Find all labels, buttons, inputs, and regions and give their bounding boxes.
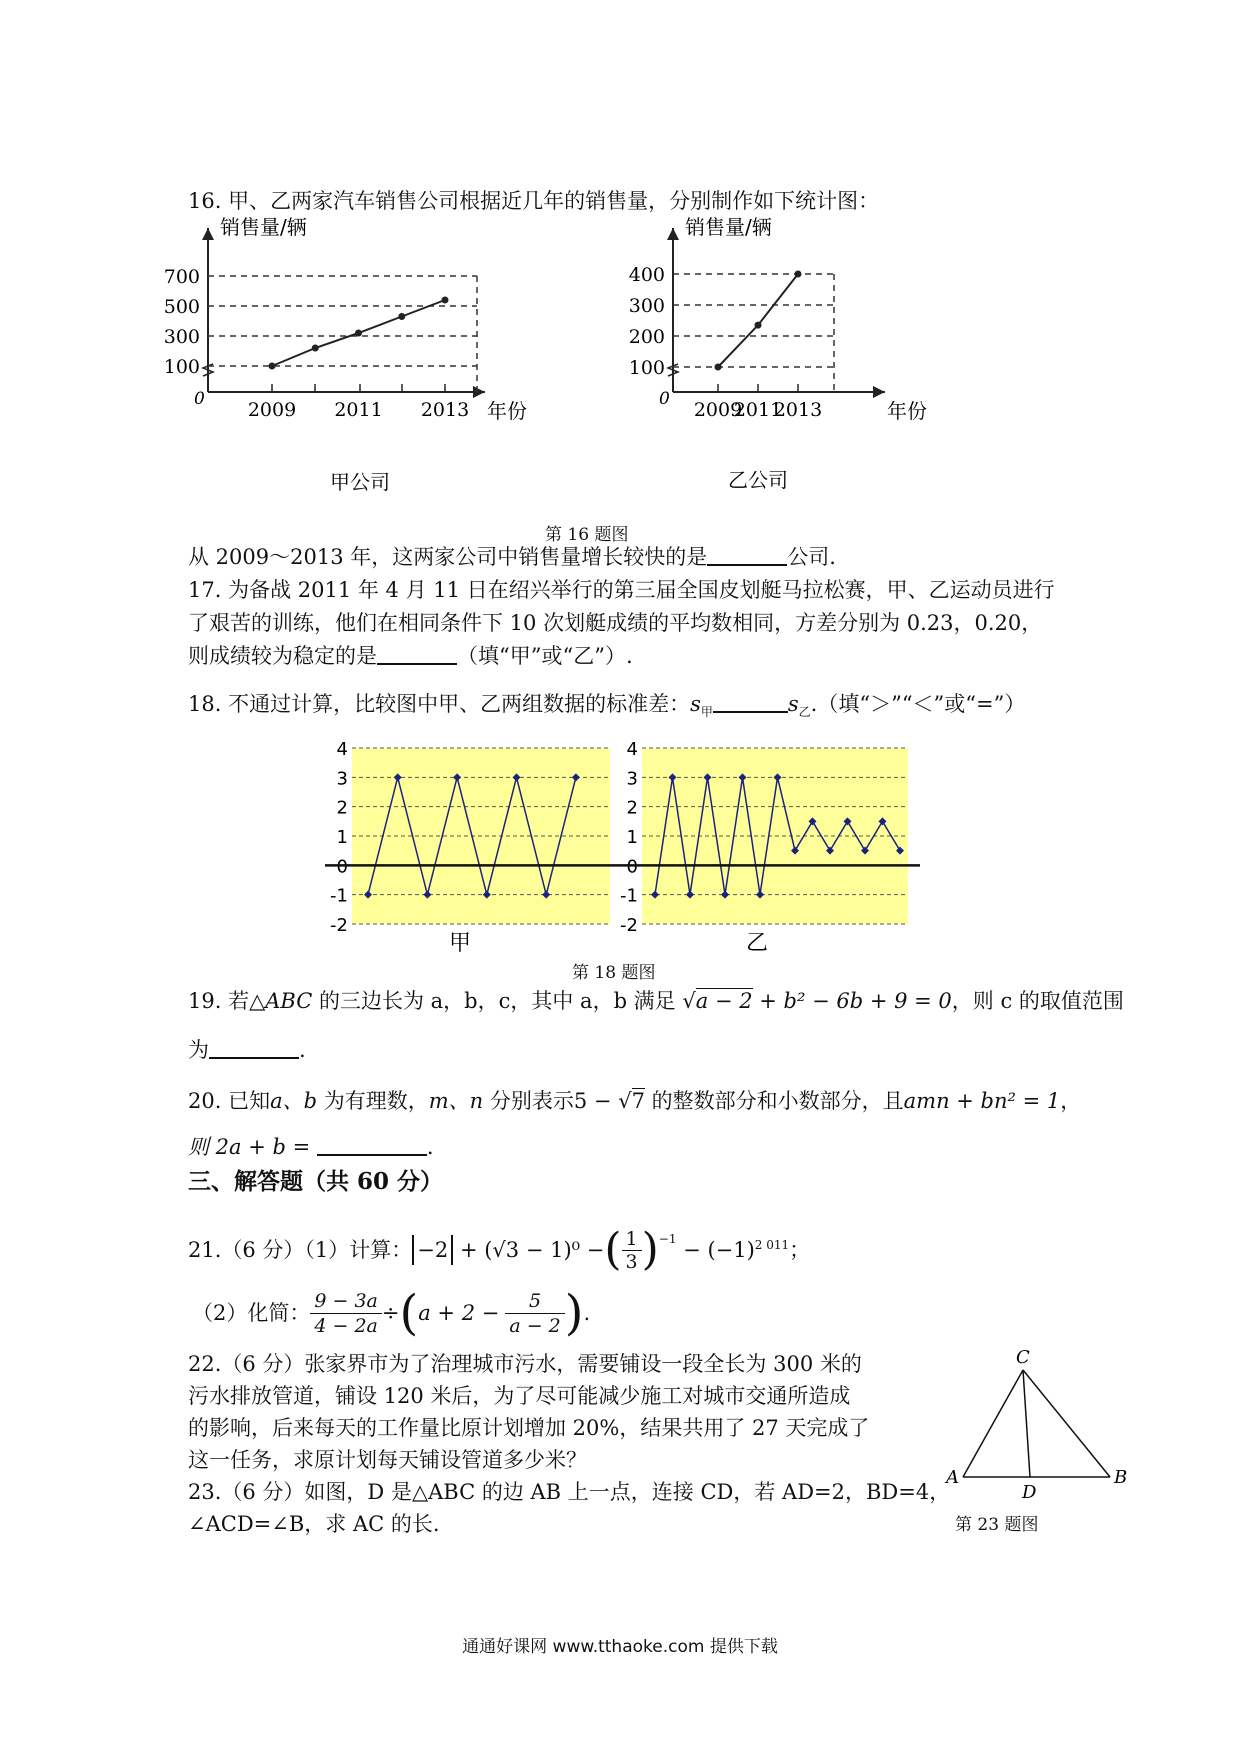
q20-line1 (188, 1086, 1081, 1116)
chart-name: 甲公司 (330, 470, 390, 494)
q17-line3 (188, 641, 633, 671)
q21-p2-mid: a + 2 − (418, 1301, 500, 1325)
q21-tail: − (−1) (683, 1238, 755, 1262)
y-axis-arrow (202, 228, 214, 240)
footer: 通通好课网 www.tthaoke.com 提供下载 (462, 1637, 778, 1657)
q20-mid2: 分别表示 (483, 1089, 574, 1113)
q21-end: ； (789, 1238, 811, 1262)
q19-suffix: ，则 c 的取值范围 (951, 989, 1124, 1013)
x-tick-label: 2011 (733, 399, 783, 421)
q18-s1: s (690, 692, 701, 716)
axis-break (668, 364, 678, 376)
y-tick-label: 100 (628, 357, 665, 379)
q18-s2: s (787, 692, 799, 716)
q21-part1: 21.（6 分）（1）计算： −2 + (√3 − 1)⁰ − ( $\frac{1}{3}$ ) $^{-1}$ − (−1) $^{2 011}$ ； (188, 1224, 811, 1275)
y-tick-label: -1 (330, 885, 348, 907)
y-axis-title: 销售量/辆 (220, 215, 307, 239)
x-tick-label: 2013 (420, 399, 470, 421)
q23-caption: 第 23 题图 (955, 1515, 1039, 1535)
chart-jia-company (163, 215, 560, 502)
q20-ab: a、b (270, 1089, 318, 1113)
q18-answer-blank[interactable] (713, 689, 788, 713)
q18-s2-sub: 乙 (798, 705, 811, 720)
y-tick-label: 3 (626, 768, 638, 790)
data-point (795, 271, 802, 278)
q21-p2-den2: a − 2 (505, 1313, 564, 1338)
y-tick-label: 1 (336, 827, 348, 848)
y-axis-title: 销售量/辆 (685, 215, 772, 239)
triangle-figure (880, 1345, 1140, 1505)
triangle-side-ac (963, 1370, 1023, 1477)
x-tick-label: 2009 (693, 399, 743, 421)
x-axis-arrow (873, 386, 885, 398)
y-tick-label: 3 (336, 768, 348, 790)
label-c: C (1016, 1347, 1030, 1368)
q19-prefix: 19. 若△ (188, 989, 266, 1013)
q21-frac-num: 1 (625, 1227, 638, 1250)
q21-abs: −2 (412, 1235, 453, 1265)
x-axis-title: 年份 (487, 399, 527, 423)
q21-p2-div: ÷ (381, 1301, 400, 1325)
q17-line2: 了艰苦的训练，他们在相同条件下 10 次划艇成绩的平均数相同，方差分别为 0.23，0.20， (188, 611, 1043, 635)
x-tick-label: 2013 (773, 399, 823, 421)
q22-line4: 这一任务，求原计划每天铺设管道多少米？ (188, 1448, 587, 1472)
origin-label: 0 (194, 389, 205, 409)
q20-line2-text: 则 2a + b = (188, 1135, 317, 1159)
chart-name: 甲 (448, 931, 472, 956)
q21-p2-num: 9 − 3a (314, 1289, 378, 1312)
q23-line1: 23.（6 分）如图，D 是△ABC 的边 AB 上一点，连接 CD，若 AD=2，BD=4， (188, 1480, 951, 1504)
y-axis-arrow (667, 228, 679, 240)
q21-p2-num2: 5 (529, 1289, 542, 1312)
q19-answer-blank[interactable] (209, 1035, 299, 1059)
y-tick-label: 700 (163, 266, 200, 288)
q19-line2: 为 . (188, 1035, 306, 1065)
data-point (269, 363, 276, 370)
q21-exp: −1 (658, 1232, 677, 1246)
data-point (398, 313, 405, 320)
q21-p2-end: . (583, 1301, 591, 1325)
y-tick-label: 500 (163, 296, 200, 318)
y-tick-label: 0 (336, 856, 348, 878)
data-point (755, 322, 762, 329)
triangle-side-cb (1023, 1370, 1110, 1477)
origin-label: 0 (659, 389, 670, 409)
q20-answer-blank[interactable] (317, 1132, 427, 1156)
y-tick-label: -2 (330, 915, 348, 936)
q19-radicand: a − 2 (695, 989, 753, 1013)
q18-s1-sub: 甲 (700, 705, 713, 720)
chart-name: 乙公司 (728, 468, 788, 492)
chart-jia-data (325, 738, 920, 960)
q18-suffix: .（填“＞”“＜”或“=”） (810, 692, 1026, 716)
y-tick-label: 2 (626, 797, 638, 819)
q16-caption: 第 16 题图 (545, 525, 629, 545)
q19-line1 (188, 986, 1124, 1016)
label-b: B (1114, 1467, 1128, 1488)
q21-p2-den: 4 − 2a (310, 1313, 382, 1338)
q17-answer-blank[interactable] (377, 641, 457, 665)
q17-line3-prefix: 则成绩较为稳定的是 (188, 644, 377, 668)
q21-frac-den: 3 (622, 1250, 642, 1273)
q19-mid: 的三边长为 a，b，c，其中 a，b 满足 (312, 989, 676, 1013)
q18-prefix: 18. 不通过计算，比较图中甲、乙两组数据的标准差： (188, 692, 691, 716)
triangle-segment-cd (1023, 1370, 1030, 1477)
y-tick-label: 4 (626, 739, 638, 760)
y-tick-label: 100 (163, 356, 200, 378)
q22-line2: 污水排放管道，铺设 120 米后，为了尽可能减少施工对城市交通所造成 (188, 1384, 851, 1408)
q20-mid3: 的整数部分和小数部分，且 (644, 1089, 904, 1113)
y-tick-label: -1 (620, 885, 638, 907)
q18-text (188, 689, 1025, 727)
q21-part2: （2）化简： $\frac{9 - 3a}{4 - 2a}$ ÷ ( a + 2 − $\frac{5}{a - 2}$ ) . (192, 1285, 591, 1341)
chart-name: 乙 (745, 931, 769, 956)
q16-answer (188, 542, 836, 572)
q21-p1-label: 21.（6 分）（1）计算： (188, 1238, 413, 1262)
x-tick-label: 2011 (334, 399, 383, 421)
y-tick-label: -2 (620, 915, 638, 936)
q20-prefix: 20. 已知 (188, 1089, 271, 1113)
q20-mn: m、n (428, 1089, 484, 1113)
q19-eq-rest: + b² − 6b + 9 = 0 (752, 989, 952, 1013)
q20-line2: 则 2a + b = . (188, 1132, 434, 1162)
q18-caption: 第 18 题图 (572, 963, 656, 983)
y-tick-label: 4 (336, 739, 348, 760)
q21-tail-exp: 2 011 (754, 1238, 790, 1252)
data-point (355, 330, 362, 337)
q20-tail: ， (1060, 1089, 1082, 1113)
q19-triangle: ABC (265, 989, 313, 1013)
y-tick-label: 300 (163, 326, 200, 348)
q17-line3-suffix: （填“甲”或“乙”）. (457, 644, 633, 668)
y-tick-label: 2 (336, 797, 348, 819)
data-point (442, 297, 449, 304)
q17-line1: 17. 为备战 2011 年 4 月 11 日在绍兴举行的第三届全国皮划艇马拉松赛，甲、乙运动员进行 (188, 578, 1055, 602)
x-axis-title: 年份 (887, 399, 927, 423)
label-d: D (1022, 1482, 1037, 1503)
q22-line1: 22.（6 分）张家界市为了治理城市污水，需要铺设一段全长为 300 米的 (188, 1352, 862, 1376)
q20-mid1: 为有理数， (317, 1089, 429, 1113)
data-point (715, 364, 722, 371)
data-point (312, 345, 319, 352)
x-tick-label: 2009 (247, 399, 297, 421)
q16-text: 16. 甲、乙两家汽车销售公司根据近几年的销售量，分别制作如下统计图： (188, 189, 880, 213)
q19-equation: √a − 2 + b² − 6b + 9 = 0 (682, 989, 952, 1013)
y-tick-label: 400 (628, 264, 665, 286)
chart-yi-company (628, 215, 940, 502)
q16-answer-blank[interactable] (707, 542, 787, 566)
q22-line3: 的影响，后来每天的工作量比原计划增加 20%，结果共用了 27 天完成了 (188, 1416, 870, 1440)
q16-answer-prefix: 从 2009～2013 年，这两家公司中销售量增长较快的是 (188, 545, 708, 569)
y-tick-label: 300 (628, 295, 665, 317)
y-tick-label: 0 (626, 856, 638, 878)
q21-p2-label: （2）化简： (192, 1301, 311, 1325)
y-tick-label: 200 (628, 326, 665, 348)
q21-paren: (√3 − 1)⁰ − (484, 1238, 605, 1262)
series-line (718, 274, 798, 367)
q20-eq: amn + bn² = 1 (903, 1089, 1061, 1113)
x-axis-arrow (473, 386, 485, 398)
q16-answer-suffix: 公司. (787, 545, 836, 569)
q23-line2: ∠ACD=∠B，求 AC 的长. (188, 1512, 440, 1536)
section-3-heading: 三、解答题（共 60 分） (188, 1168, 444, 1195)
q20-expr: 5 − √7 (573, 1089, 645, 1113)
q19-line2-text: 为 (188, 1038, 209, 1062)
y-tick-label: 1 (626, 827, 638, 848)
label-a: A (946, 1467, 959, 1488)
